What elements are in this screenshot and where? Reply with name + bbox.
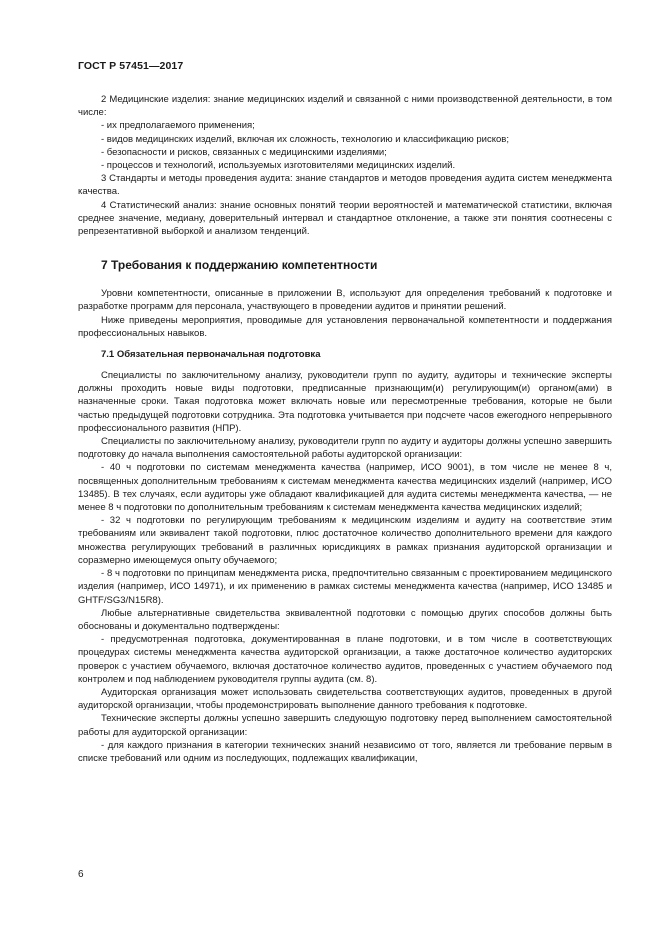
subsection-paragraph: Аудиторская организация может использовать свидетельства соответствующих аудитов, проведенных в другой аудиторской организации, чтобы продемонстрировать выполнение данного требования к подготовке.: [78, 686, 612, 712]
document-code-header: ГОСТ Р 57451—2017: [78, 60, 184, 72]
competence-item-medical-devices: 2 Медицинские изделия: знание медицинских изделий и связанной с ними производственной деятельности, в том числе:: [78, 94, 612, 119]
competence-item-audit-standards: 3 Стандарты и методы проведения аудита: знание стандартов и методов проведения аудита систем менеджмента качества.: [78, 173, 612, 198]
subsection-title: 7.1 Обязательная первоначальная подготовка: [101, 349, 321, 361]
list-item: - для каждого признания в категории технических знаний независимо от того, является ли требование первым в списке требований или одним из последующих, подлежащих квалификации,: [78, 739, 612, 764]
list-item: - 32 ч подготовки по регулирующим требованиям к медицинским изделиям и аудиту на соответствие этим требованиям или эквивалент такой подготовки, плюс достаточное количество дополнительного времени для каждого множества регулирующих требований в различных юрисдикциях в рамках признания аудиторской организации и соразмерно имеющемуся опыту обучаемого;: [78, 515, 612, 566]
page-body: [78, 93, 612, 765]
list-item: - безопасности и рисков, связанных с медицинскими изделиями;: [101, 146, 387, 158]
list-item: - 8 ч подготовки по принципам менеджмента риска, предпочтительно связанным с проектированием медицинского изделия (например, ИСО 14971), и их применению в рамках системы менеджмента качества (например, ИСО 13485 и GHTF/SG3/N15R8).: [78, 568, 612, 606]
subsection-paragraph: Специалисты по заключительному анализу, руководители групп по аудиту и аудиторы должны успешно завершить подготовку до начала выполнения самостоятельной работы аудиторской организации:: [78, 436, 612, 461]
section-paragraph: Ниже приведены мероприятия, проводимые для установления первоначальной компетентности и поддержания профессиональных навыков.: [78, 314, 612, 339]
page-number: 6: [78, 869, 84, 880]
subsection-paragraph: Специалисты по заключительному анализу, руководители групп по аудиту, аудиторы и технические эксперты должны проходить новые виды подготовки, предписанные признающим(и) регулирующим(и) органом(ами) в назначенные сроки. Такая подготовка может включать новые или пересмотренные требования, которые не были частью предыдущей подготовки сотрудника. Эта подготовка учитывается при подсчете часов ежегодного непрерывного профессионального развития (НПР).: [78, 370, 612, 434]
list-item: - 40 ч подготовки по системам менеджмента качества (например, ИСО 9001), в том числе не менее 8 ч, посвященных дополнительным требованиям к системам менеджмента качества медицинских изделий (например, ИСО 13485). В тех случаях, если аудиторы уже обладают квалификацией для аудита системы менеджмента качества, — не менее 8 ч подготовки по дополнительным требованиям к системам менеджмента качества медицинских изделий;: [78, 462, 612, 514]
subsection-paragraph: Любые альтернативные свидетельства эквивалентной подготовки с помощью других способов должны быть обоснованы и документально подтверждены:: [78, 607, 612, 632]
list-item: - процессов и технологий, используемых изготовителями медицинских изделий.: [101, 160, 456, 172]
subsection-paragraph: Технические эксперты должны успешно завершить следующую подготовку перед выполнением самостоятельной работы для аудиторской организации:: [78, 713, 612, 738]
section-paragraph: Уровни компетентности, описанные в приложении В, используют для определения требований к подготовке и разработке программ для персонала, участвующего в проведении аудитов и принятии решений.: [78, 288, 612, 313]
competence-item-statistics: 4 Статистический анализ: знание основных понятий теории вероятностей и математической статистики, включая среднее значение, медиану, доверительный интервал и стандартное отклонение, а также эти понятия соотнесены с репрезентативной выборкой и анализом тенденций.: [78, 199, 612, 238]
list-item: - видов медицинских изделий, включая их сложность, технологию и классификацию рисков;: [101, 133, 509, 145]
section-title: 7 Требования к поддержанию компетентности: [101, 258, 378, 273]
list-item: - предусмотренная подготовка, документированная в плане подготовки, и в том числе в соответствующих процедурах системы менеджмента качества аудиторской организации, а также достаточное количество аудиторских проверок с участием обучаемого, включая достаточное количество аудитов, проведенных с участием обучаемого под контролем и под наблюдением руководителя группы аудита (см. 8).: [78, 634, 612, 685]
list-item: - их предполагаемого применения;: [101, 120, 255, 132]
